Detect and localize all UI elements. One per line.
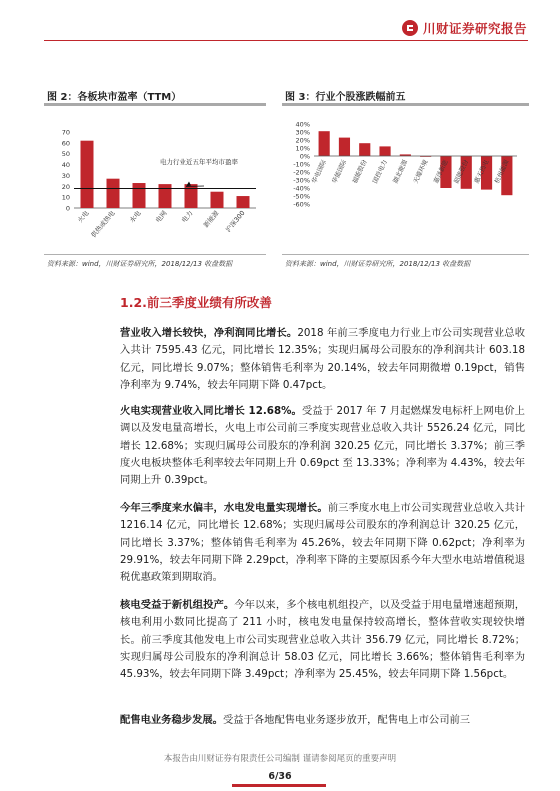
- bar: [359, 143, 370, 156]
- y-tick-label: -50%: [293, 192, 310, 201]
- y-tick-label: 20: [61, 182, 70, 191]
- figure3-chart: [282, 118, 530, 254]
- y-tick-label: 30: [61, 171, 70, 180]
- paragraph-lead: 配售电业务稳步发展。: [120, 714, 223, 726]
- y-tick-label: -40%: [293, 184, 310, 193]
- bar: [133, 183, 146, 208]
- x-tick-label: 火电: [76, 209, 91, 225]
- y-tick-label: 0%: [299, 152, 310, 161]
- paragraph-body: 2018 年前三季度电力行业上市公司实现营业总收入共计 7595.43 亿元，同比增长 12.35%；实现归属母公司股东的净利润共计 603.18 亿元，同比增长 9.07%；整体销售毛利率为 20.14%，较去年同期微增 0.19pct，销售净利率为 9.74%，较去年同期下降 0.47pct。: [120, 327, 525, 391]
- y-tick-label: 10%: [295, 144, 310, 153]
- x-tick-label: 电力: [180, 209, 195, 225]
- y-tick-label: 10: [61, 193, 70, 202]
- bar: [379, 146, 390, 156]
- y-tick-label: 20%: [295, 136, 310, 145]
- header-divider: [44, 40, 528, 41]
- x-tick-label: 国投电力: [371, 158, 389, 185]
- brand-mark-icon: [402, 20, 418, 36]
- x-tick-label: 沪深300: [224, 209, 247, 234]
- y-tick-label: 50: [61, 150, 70, 159]
- bar: [237, 196, 250, 208]
- y-tick-label: 70: [61, 128, 70, 137]
- x-tick-label: 嘉泽新能: [432, 158, 450, 185]
- figure3-rule: [282, 103, 529, 106]
- bar: [107, 179, 120, 208]
- bar: [81, 141, 94, 208]
- paragraph-lead: 核电受益于新机组投产。: [120, 599, 235, 611]
- report-brand-title: 川财证券研究报告: [422, 21, 527, 36]
- x-tick-label: 华能国际: [331, 158, 349, 185]
- bar: [159, 184, 172, 208]
- y-tick-label: -10%: [293, 160, 310, 169]
- paragraph-nuclear: [120, 597, 525, 683]
- section-heading: 1.2.前三季度业绩有所改善: [120, 295, 272, 310]
- bar: [185, 184, 198, 208]
- x-tick-label: 天壕环境: [412, 158, 430, 185]
- y-tick-label: 40: [61, 161, 70, 170]
- x-tick-label: 电网: [154, 209, 169, 225]
- figure2-chart: [44, 120, 269, 254]
- x-tick-label: 福能股份: [351, 158, 369, 185]
- paragraph-body: 今年以来，多个核电机组投产，以及受益于用电量增速超预期，核电利用小数同比提高了 211 小时，核电发电量保持较高增长，整体营收实现较快增长。前三季度其他发电上市公司实现营业总收入共计 356.79 亿元，同比增长 8.72%；实现归属母公司股东的净利润总计 58.03 亿元，同比增长 3.66%；整体销售毛利率为 45.93%，较去年同期下降 3.49pct；净利率为 25.45%，较去年同期下降 1.56pct。: [120, 599, 526, 681]
- figure2-title: 图 2：各板块市盈率（TTM）: [47, 92, 182, 103]
- y-tick-label: 40%: [295, 120, 310, 129]
- y-tick-label: 60: [61, 139, 70, 148]
- y-tick-label: -30%: [293, 176, 310, 185]
- page-number: 6/36: [268, 771, 292, 782]
- x-tick-label: 水电: [128, 209, 143, 225]
- figure3-bottom-rule: [282, 254, 529, 255]
- paragraph-hydro: [120, 500, 525, 586]
- figure2-source: 资料来源：wind，川财证券研究所，2018/12/13 收盘数据: [47, 260, 233, 268]
- y-tick-label: 0: [65, 204, 70, 213]
- bar: [211, 192, 224, 208]
- paragraph-body: 受益于各地配售电业务逐步放开，配售电上市公司前三: [222, 714, 471, 726]
- x-tick-label: 新能源: [201, 209, 221, 230]
- x-tick-label: 华电国际: [310, 158, 328, 185]
- brand-logo: [402, 19, 527, 37]
- paragraph-thermal: [120, 403, 525, 489]
- bar: [319, 131, 330, 156]
- figure2-rule: [44, 103, 266, 106]
- x-tick-label: 供热或热电: [89, 209, 117, 240]
- footer-rule: [232, 784, 326, 787]
- figure3-title: 图 3：行业个股涨跌幅前五: [285, 92, 406, 103]
- bar: [339, 138, 350, 156]
- paragraph-revenue: [120, 325, 525, 394]
- figure3-source: 资料来源：wind，川财证券研究所，2018/12/13 收盘数据: [285, 260, 471, 268]
- page-header: [0, 0, 560, 60]
- footer-disclaimer: 本报告由川财证券有限责任公司编制 谨请参阅尾页的重要声明: [163, 754, 397, 764]
- paragraph-body: 前三季度水电上市公司实现营业总收入共计 1216.14 亿元，同比增长 12.68%；实现归属母公司股东的净利润总计 320.25 亿元，同比增长 3.37%；整体销售毛利率为 45.26%，较去年同期下降 0.62pct；净利率为 29.91%，较去年同期下降 2.29pct，净利率下降的主要原因系今年大型水电站增值税退税优惠政策到期取消。: [120, 502, 526, 584]
- reference-annotation: 电力行业近五年平均市盈率: [160, 158, 238, 166]
- paragraph-lead: 火电实现营业收入同比增长 12.68%。: [120, 405, 302, 417]
- figure2-bottom-rule: [44, 254, 266, 255]
- paragraph-lead: 营业收入增长较快，净利润同比增长。: [120, 327, 298, 339]
- paragraph-distribution: [120, 712, 525, 729]
- x-tick-label: 韶能股份: [453, 158, 471, 185]
- y-tick-label: -60%: [293, 200, 310, 209]
- y-tick-label: -20%: [293, 168, 310, 177]
- paragraph-body: 受益于 2017 年 7 月起燃煤发电标杆上网电价上调以及发电量高增长，火电上市公司前三季度实现营业总收入共计 5526.24 亿元，同比增长 12.68%；实现归属母公司股东的净利润 320.25 亿元，同比增长 3.37%；前三季度火电板块整体毛利率较去年同期上升 0.69pct 至 13.33%；净利率为 4.43%，较去年同期上升 0.39pct。: [120, 405, 525, 487]
- x-tick-label: 惠天热电: [473, 158, 491, 185]
- x-tick-label: 杭州能源: [493, 158, 511, 185]
- y-tick-label: 30%: [295, 128, 310, 137]
- x-tick-label: 湖北能源: [392, 158, 410, 185]
- paragraph-lead: 今年三季度来水偏丰，水电发电量实现增长。: [120, 502, 328, 514]
